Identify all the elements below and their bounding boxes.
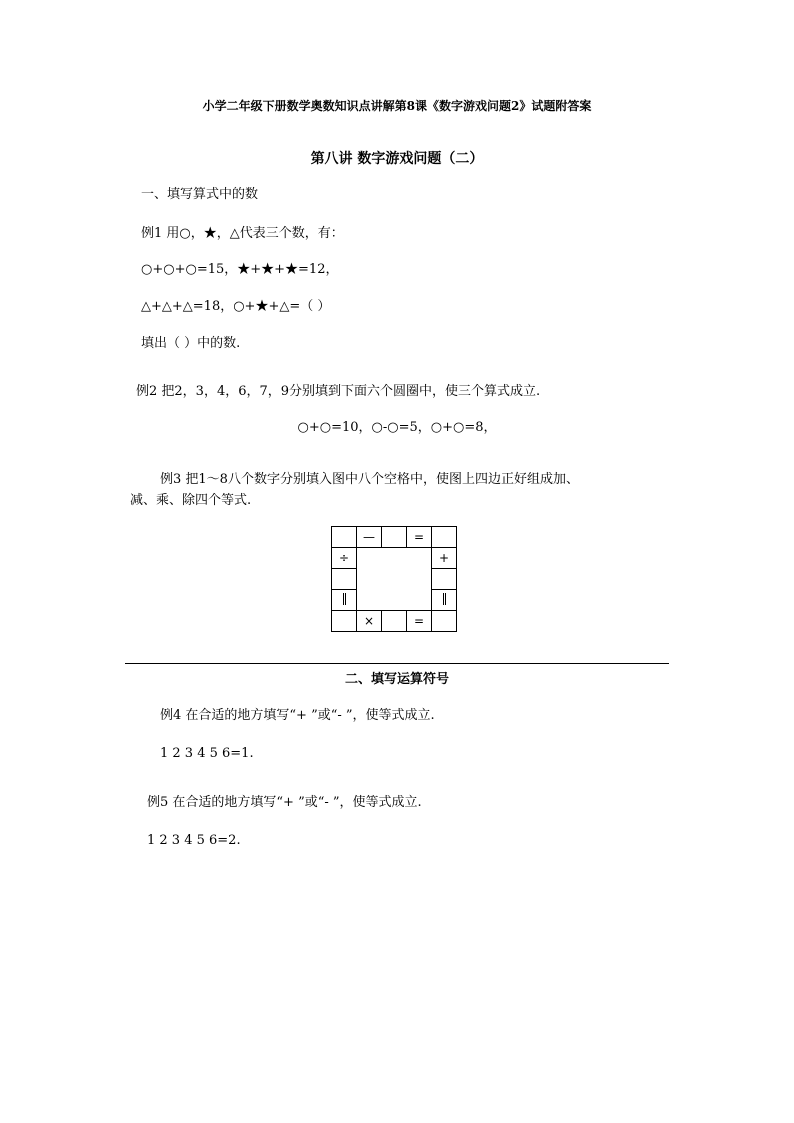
grid-equals-sign: = xyxy=(407,611,432,632)
example1-equation-1: ○+○+○=15，★+★+★=12， xyxy=(141,262,339,277)
grid-center-hole xyxy=(357,548,432,611)
grid-vertical-equals-icon xyxy=(332,590,357,611)
grid-cell xyxy=(332,569,357,590)
example2-equations: ○+○=10，○-○=5，○+○=8， xyxy=(297,420,497,435)
example2-text: 例2 把2，3，4，6，7，9分别填到下面六个圆圈中，使三个算式成立. xyxy=(136,384,541,399)
example4-text: 例4 在合适的地方填写“+ ”或“- ”，使等式成立. xyxy=(160,708,435,723)
document-title: 小学二年级下册数学奥数知识点讲解第8课《数字游戏问题2》试题附答案 xyxy=(202,99,592,113)
example1-question: 填出（ ）中的数. xyxy=(141,336,241,351)
grid-cell xyxy=(432,569,457,590)
grid-cell xyxy=(432,527,457,548)
grid-cell xyxy=(382,527,407,548)
section2-heading: 二、填写运算符号 xyxy=(344,672,449,687)
example3-line-1: 例3 把1～8八个数字分别填入图中八个空格中，使图上四边正好组成加、 xyxy=(160,472,579,487)
example3-line-2: 减、乘、除四个等式. xyxy=(130,493,252,508)
example4-equation: 1 2 3 4 5 6=1. xyxy=(160,746,254,761)
section-divider xyxy=(125,663,669,664)
grid-cell xyxy=(332,527,357,548)
grid-cell xyxy=(432,611,457,632)
grid-equals-sign: = xyxy=(407,527,432,548)
example5-equation: 1 2 3 4 5 6=2. xyxy=(147,833,241,848)
number-grid xyxy=(331,526,457,632)
example1-equation-2: △+△+△=18，○+★+△=（ ） xyxy=(141,299,331,314)
grid-divide-sign: ÷ xyxy=(332,548,357,569)
example1-intro: 例1 用○，★，△代表三个数，有： xyxy=(141,226,344,241)
grid-times-sign: × xyxy=(357,611,382,632)
grid-cell xyxy=(382,611,407,632)
example5-text: 例5 在合适的地方填写“+ ”或“- ”，使等式成立. xyxy=(147,795,422,810)
lesson-title: 第八讲 数字游戏问题（二） xyxy=(310,151,484,167)
grid-vertical-equals-icon xyxy=(432,590,457,611)
grid-minus-sign: — xyxy=(357,527,382,548)
section1-heading: 一、填写算式中的数 xyxy=(141,187,259,202)
grid-plus-sign: + xyxy=(432,548,457,569)
grid-cell xyxy=(332,611,357,632)
